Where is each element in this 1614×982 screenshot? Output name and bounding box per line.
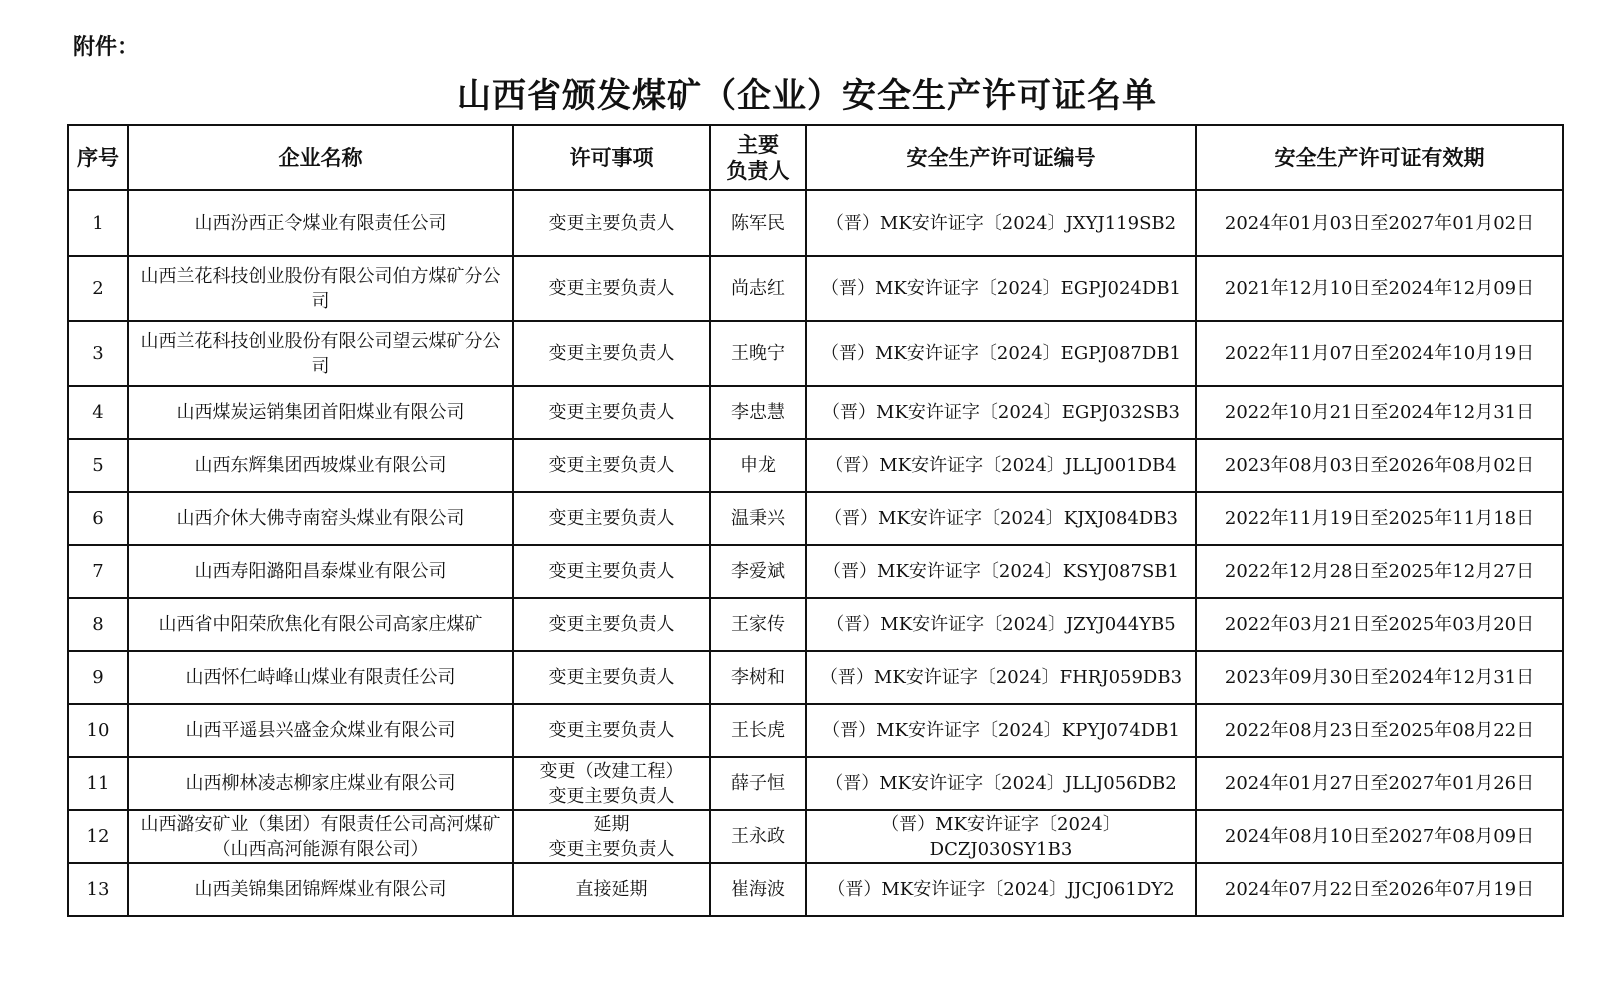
cell-company: 山西潞安矿业（集团）有限责任公司高河煤矿（山西高河能源有限公司） [128, 810, 513, 863]
cell-index: 9 [68, 651, 128, 704]
cell-person: 温秉兴 [710, 492, 806, 545]
cell-validity: 2022年08月23日至2025年08月22日 [1196, 704, 1563, 757]
table-row [68, 810, 1563, 863]
header-license-no: 安全生产许可证编号 [806, 125, 1196, 190]
table-row [68, 651, 1563, 704]
table-row [68, 190, 1563, 256]
cell-index: 12 [68, 810, 128, 863]
cell-person: 申龙 [710, 439, 806, 492]
cell-matter: 变更主要负责人 [513, 545, 710, 598]
cell-license-no: （晋）MK安许证字〔2024〕JXYJ119SB2 [806, 190, 1196, 256]
cell-person: 陈军民 [710, 190, 806, 256]
cell-license-no: （晋）MK安许证字〔2024〕JLLJ001DB4 [806, 439, 1196, 492]
cell-license-no: （晋）MK安许证字〔2024〕EGPJ087DB1 [806, 321, 1196, 386]
cell-validity: 2024年01月27日至2027年01月26日 [1196, 757, 1563, 810]
cell-validity: 2023年08月03日至2026年08月02日 [1196, 439, 1563, 492]
cell-validity: 2022年12月28日至2025年12月27日 [1196, 545, 1563, 598]
cell-person: 王晚宁 [710, 321, 806, 386]
cell-index: 4 [68, 386, 128, 439]
cell-matter: 变更主要负责人 [513, 439, 710, 492]
cell-matter: 变更主要负责人 [513, 386, 710, 439]
cell-person: 王长虎 [710, 704, 806, 757]
cell-matter: 直接延期 [513, 863, 710, 916]
cell-matter: 变更主要负责人 [513, 651, 710, 704]
cell-index: 3 [68, 321, 128, 386]
cell-person: 薛子恒 [710, 757, 806, 810]
cell-validity: 2021年12月10日至2024年12月09日 [1196, 256, 1563, 321]
cell-index: 8 [68, 598, 128, 651]
cell-license-no: （晋）MK安许证字〔2024〕JLLJ056DB2 [806, 757, 1196, 810]
cell-license-no: （晋）MK安许证字〔2024〕FHRJ059DB3 [806, 651, 1196, 704]
cell-index: 7 [68, 545, 128, 598]
cell-validity: 2024年08月10日至2027年08月09日 [1196, 810, 1563, 863]
cell-company: 山西平遥县兴盛金众煤业有限公司 [128, 704, 513, 757]
cell-license-no: （晋）MK安许证字〔2024〕KJXJ084DB3 [806, 492, 1196, 545]
table-header-row [68, 125, 1563, 190]
table-row [68, 256, 1563, 321]
cell-company: 山西兰花科技创业股份有限公司望云煤矿分公司 [128, 321, 513, 386]
cell-company: 山西兰花科技创业股份有限公司伯方煤矿分公司 [128, 256, 513, 321]
cell-person: 李忠慧 [710, 386, 806, 439]
header-company: 企业名称 [128, 125, 513, 190]
header-index: 序号 [68, 125, 128, 190]
cell-license-no: （晋）MK安许证字〔2024〕EGPJ032SB3 [806, 386, 1196, 439]
header-matter: 许可事项 [513, 125, 710, 190]
cell-index: 13 [68, 863, 128, 916]
cell-index: 10 [68, 704, 128, 757]
cell-company: 山西汾西正令煤业有限责任公司 [128, 190, 513, 256]
table-row [68, 386, 1563, 439]
cell-license-no: （晋）MK安许证字〔2024〕KPYJ074DB1 [806, 704, 1196, 757]
cell-matter: 变更主要负责人 [513, 190, 710, 256]
cell-matter: 变更（改建工程） 变更主要负责人 [513, 757, 710, 810]
cell-validity: 2022年11月19日至2025年11月18日 [1196, 492, 1563, 545]
cell-matter: 变更主要负责人 [513, 704, 710, 757]
table-row [68, 545, 1563, 598]
table-row [68, 863, 1563, 916]
cell-index: 6 [68, 492, 128, 545]
cell-matter: 变更主要负责人 [513, 256, 710, 321]
cell-license-no: （晋）MK安许证字〔2024〕KSYJ087SB1 [806, 545, 1196, 598]
cell-validity: 2023年09月30日至2024年12月31日 [1196, 651, 1563, 704]
cell-validity: 2024年07月22日至2026年07月19日 [1196, 863, 1563, 916]
cell-person: 崔海波 [710, 863, 806, 916]
cell-matter: 变更主要负责人 [513, 492, 710, 545]
cell-license-no: （晋）MK安许证字〔2024〕JZYJ044YB5 [806, 598, 1196, 651]
cell-index: 2 [68, 256, 128, 321]
cell-company: 山西美锦集团锦辉煤业有限公司 [128, 863, 513, 916]
cell-person: 李树和 [710, 651, 806, 704]
cell-validity: 2022年03月21日至2025年03月20日 [1196, 598, 1563, 651]
cell-matter: 延期 变更主要负责人 [513, 810, 710, 863]
cell-person: 王家传 [710, 598, 806, 651]
cell-company: 山西省中阳荣欣焦化有限公司高家庄煤矿 [128, 598, 513, 651]
table-row [68, 598, 1563, 651]
table-row [68, 439, 1563, 492]
cell-matter: 变更主要负责人 [513, 321, 710, 386]
cell-index: 1 [68, 190, 128, 256]
cell-company: 山西怀仁峙峰山煤业有限责任公司 [128, 651, 513, 704]
cell-company: 山西柳林凌志柳家庄煤业有限公司 [128, 757, 513, 810]
cell-person: 王永政 [710, 810, 806, 863]
cell-company: 山西介休大佛寺南窑头煤业有限公司 [128, 492, 513, 545]
cell-license-no: （晋）MK安许证字〔2024〕JJCJ061DY2 [806, 863, 1196, 916]
attachment-label: 附件： [73, 35, 140, 60]
cell-person: 李爱斌 [710, 545, 806, 598]
table-row [68, 704, 1563, 757]
cell-matter: 变更主要负责人 [513, 598, 710, 651]
cell-validity: 2024年01月03日至2027年01月02日 [1196, 190, 1563, 256]
table-row [68, 492, 1563, 545]
table-row [68, 757, 1563, 810]
cell-validity: 2022年10月21日至2024年12月31日 [1196, 386, 1563, 439]
cell-person: 尚志红 [710, 256, 806, 321]
cell-index: 5 [68, 439, 128, 492]
cell-index: 11 [68, 757, 128, 810]
cell-validity: 2022年11月07日至2024年10月19日 [1196, 321, 1563, 386]
cell-license-no: （晋）MK安许证字〔2024〕DCZJ030SY1B3 [806, 810, 1196, 863]
page-title: 山西省颁发煤矿（企业）安全生产许可证名单 [457, 76, 1157, 116]
header-person: 主要 负责人 [710, 125, 806, 190]
license-table [67, 124, 1564, 917]
cell-company: 山西寿阳潞阳昌泰煤业有限公司 [128, 545, 513, 598]
cell-license-no: （晋）MK安许证字〔2024〕EGPJ024DB1 [806, 256, 1196, 321]
cell-company: 山西煤炭运销集团首阳煤业有限公司 [128, 386, 513, 439]
table-row [68, 321, 1563, 386]
header-validity: 安全生产许可证有效期 [1196, 125, 1563, 190]
cell-company: 山西东辉集团西坡煤业有限公司 [128, 439, 513, 492]
